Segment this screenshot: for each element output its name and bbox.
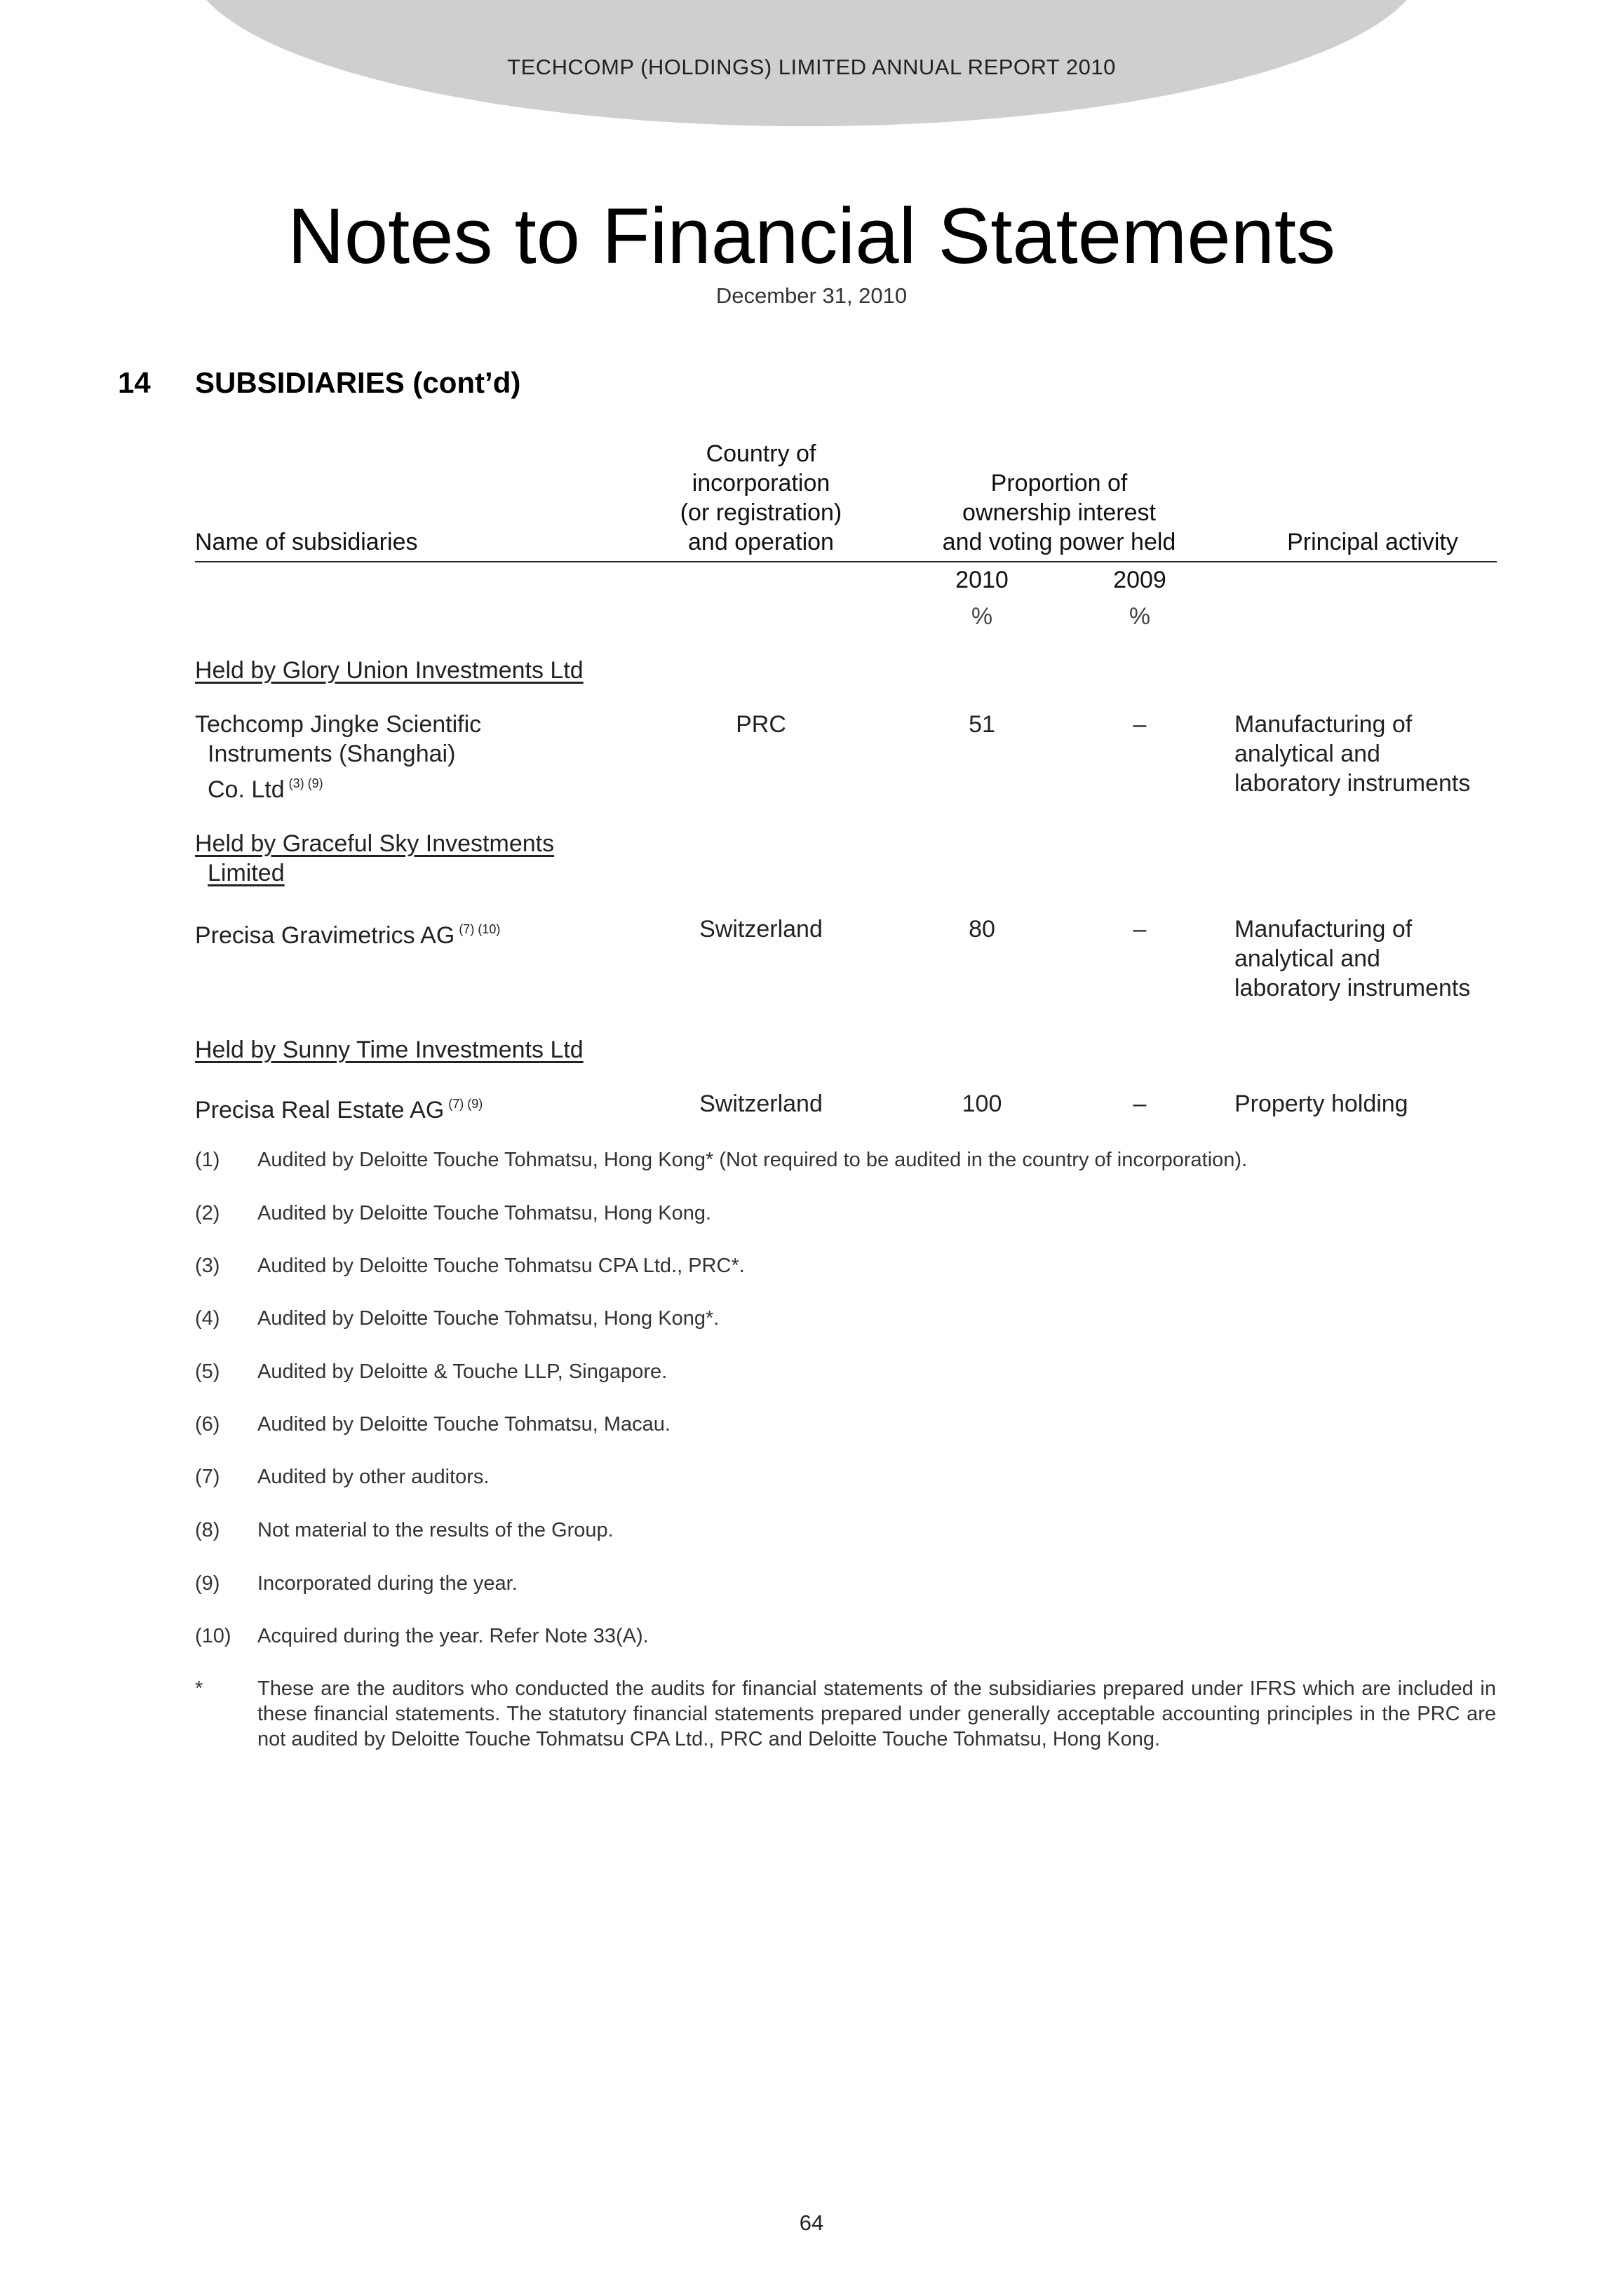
footnote-refs: (7) (9): [448, 1097, 483, 1111]
principal-activity: Manufacturing of analytical and laboratory instruments: [1234, 711, 1471, 797]
footnote-number: (5): [195, 1360, 220, 1383]
section-number: 14: [118, 366, 151, 399]
footnote-text: Audited by other auditors.: [257, 1466, 490, 1488]
footnote-number: (10): [195, 1625, 231, 1647]
col-header-2010: 2010: [955, 567, 1009, 593]
page-date: December 31, 2010: [715, 283, 908, 308]
footnote-text: Incorporated during the year.: [257, 1572, 518, 1595]
col-header-proportion: Proportion of ownership interest and voting power held: [942, 470, 1176, 555]
footnote-number: (3): [195, 1255, 220, 1277]
col-header-activity: Principal activity: [1287, 529, 1458, 555]
footnote-text: Audited by Deloitte Touche Tohmatsu, Hong Kong*.: [257, 1307, 720, 1330]
col-header-2009: 2009: [1113, 567, 1166, 593]
country: PRC: [736, 711, 786, 738]
footnote-number: *: [195, 1677, 203, 1700]
footnote-text: Audited by Deloitte Touche Tohmatsu CPA Ltd., PRC*.: [257, 1255, 745, 1277]
subsidiary-name: Precisa Gravimetrics AG $^{(7) (10)}$: [195, 922, 501, 949]
footnote-text: Audited by Deloitte Touche Tohmatsu, Macau.: [257, 1413, 671, 1436]
principal-activity: Manufacturing of analytical and laboratory instruments: [1234, 916, 1471, 1001]
footnote-text: Audited by Deloitte Touche Tohmatsu, Hong Kong* (Not required to be audited in the country of incorporation).: [257, 1149, 1248, 1171]
running-header: TECHCOMP (HOLDINGS) LIMITED ANNUAL REPORT 2010: [507, 55, 1116, 79]
group-heading: Held by Glory Union Investments Ltd: [195, 657, 584, 684]
ownership-2009: –: [1133, 711, 1147, 738]
footnote-text: Acquired during the year. Refer Note 33(A).: [257, 1625, 649, 1647]
footnote-number: (4): [195, 1307, 220, 1330]
ownership-2010: 80: [969, 916, 995, 943]
footnote-number: (8): [195, 1519, 220, 1541]
group-heading: Held by Graceful Sky Investments Limited: [195, 830, 555, 886]
footnote-number: (2): [195, 1202, 220, 1224]
footnote-number: (6): [195, 1413, 220, 1436]
footnote-text: Audited by Deloitte & Touche LLP, Singapore.: [257, 1360, 668, 1383]
country: Switzerland: [699, 916, 823, 943]
group-heading: Held by Sunny Time Investments Ltd: [195, 1036, 584, 1063]
ownership-2009: –: [1133, 1090, 1147, 1117]
footnote-number: (7): [195, 1466, 220, 1488]
footnote-text: Not material to the results of the Group.: [257, 1519, 614, 1541]
footnote-refs: (7) (10): [459, 922, 501, 936]
page-title: Notes to Financial Statements: [287, 192, 1336, 280]
footnote-text: Audited by Deloitte Touche Tohmatsu, Hong Kong.: [257, 1202, 712, 1224]
ownership-2010: 51: [969, 711, 995, 738]
principal-activity: Property holding: [1234, 1090, 1408, 1117]
subsidiary-name: Precisa Real Estate AG $^{(7) (9)}$: [195, 1097, 483, 1123]
country: Switzerland: [699, 1090, 823, 1117]
ownership-2009: –: [1133, 916, 1147, 943]
section-title: SUBSIDIARIES (cont’d): [195, 366, 521, 399]
col-header-country: Country of incorporation (or registration) and operation: [680, 440, 842, 555]
footnote-number: (1): [195, 1149, 220, 1171]
header-rule: [195, 561, 1497, 562]
footnote-number: (9): [195, 1572, 220, 1595]
footnote-refs: (3) (9): [288, 776, 323, 790]
col-header-name: Name of subsidiaries: [195, 529, 418, 555]
unit-2009: %: [1129, 603, 1151, 630]
subsidiary-name: Techcomp Jingke Scientific Instruments (Shanghai) Co. Ltd $^{(3) (9)}$: [195, 711, 482, 803]
footnote-text: These are the auditors who conducted the audits for financial statements of the subsidiaries prepared under IFRS which are included in these financial statements. The statutory financial statements prepared under generally acceptable accounting principles in the PRC are not audited by Deloitte Touche Tohmatsu CPA Ltd., PRC and Deloitte Touche Tohmatsu, Hong Kong.: [257, 1677, 1496, 1750]
page-number: 64: [799, 2210, 824, 2235]
unit-2010: %: [971, 603, 993, 630]
ownership-2010: 100: [962, 1090, 1002, 1117]
